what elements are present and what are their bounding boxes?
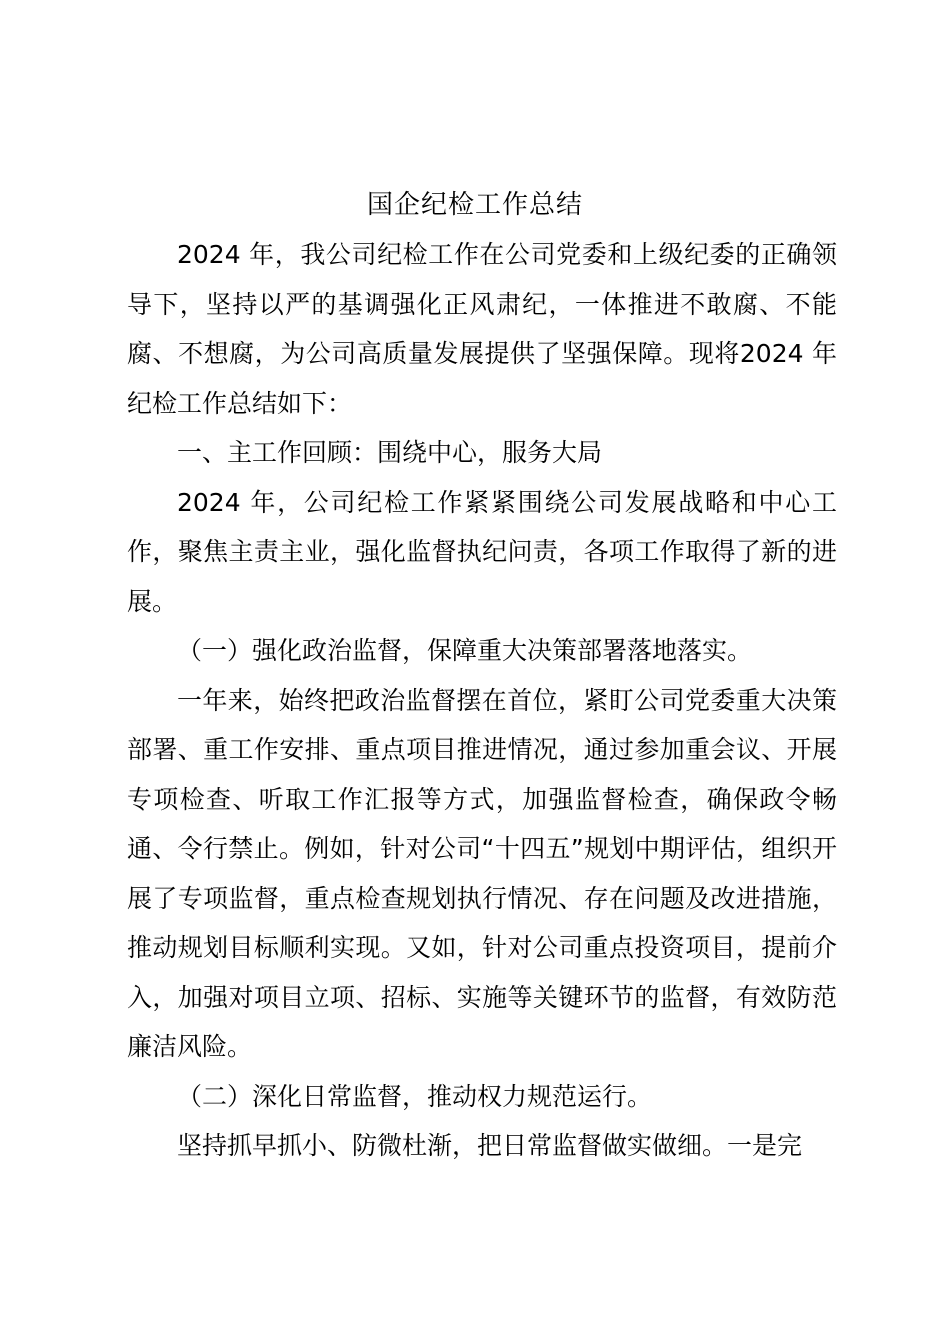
subsection-paragraph: 坚持抓早抓小、防微杜渐，把日常监督做实做细。一是完 — [177, 1131, 803, 1160]
section-heading: 一、主工作回顾：围绕中心，服务大局 — [177, 438, 603, 467]
subsection-heading: （一）强化政治监督，保障重大决策部署落地落实。 — [177, 636, 753, 665]
subsection-paragraph: 一年来，始终把政治监督摆在首位，紧盯公司党委重大决策部署、重工作安排、重点项目推进情况，通过参加重会议、开展专项检查、听取工作汇报等方式，加强监督检查，确保政令畅通、令行禁止。例如，针对公司“十四五”规划中期评估，组织开展了专项监督，重点检查规划执行情况、存在问题及改进措施，推动规划目标顺利实现。又如，针对公司重点投资项目，提前介入，加强对项目立项、招标、实施等关键环节的监督，有效防范廉洁风险。 — [127, 685, 837, 1061]
document-body — [127, 230, 837, 1171]
intro-paragraph: 2024 年，我公司纪检工作在公司党委和上级纪委的正确领导下，坚持以严的基调强化正风肃纪，一体推进不敢腐、不能腐、不想腐，为公司高质量发展提供了坚强保障。现将2024 年纪检工作总结如下： — [127, 240, 837, 418]
subsection-heading: （二）深化日常监督，推动权力规范运行。 — [177, 1081, 653, 1111]
section-paragraph: 2024 年，公司纪检工作紧紧围绕公司发展战略和中心工作，聚焦主责主业，强化监督执纪问责，各项工作取得了新的进展。 — [127, 487, 837, 616]
document-title: 国企纪检工作总结 — [366, 190, 583, 220]
